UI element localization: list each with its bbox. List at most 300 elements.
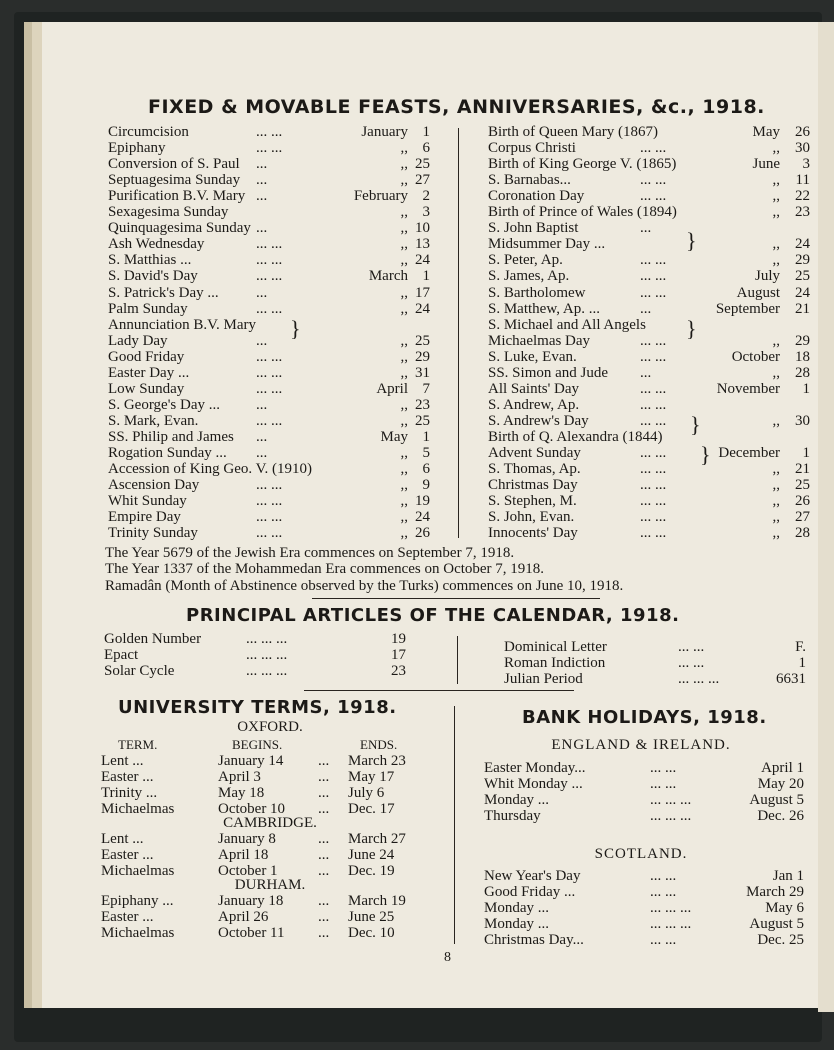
feast-month: ,, xyxy=(772,364,780,381)
bank-day-name: Easter Monday... xyxy=(484,760,586,776)
feast-day: 30 xyxy=(795,140,810,157)
term-ends: March 19 xyxy=(348,893,406,909)
feast-dots: ... ... xyxy=(256,252,283,269)
feast-day: 24 xyxy=(415,252,430,269)
feast-name: S. Stephen, M. xyxy=(488,493,577,510)
term-dots: ... xyxy=(318,753,330,769)
feast-name: Christmas Day xyxy=(488,477,578,494)
feast-name: Ascension Day xyxy=(108,477,200,494)
feast-month: ,, xyxy=(400,412,408,429)
feast-row xyxy=(0,220,834,236)
feast-dots: ... xyxy=(256,220,268,237)
feast-month: ,, xyxy=(400,364,408,381)
term-ends: June 24 xyxy=(348,847,395,863)
feast-dots: ... ... xyxy=(256,268,283,285)
feast-day: 27 xyxy=(795,509,810,526)
feast-dots: ... ... xyxy=(256,525,283,542)
feast-name: S. John, Evan. xyxy=(488,509,575,526)
feast-name: S. Thomas, Ap. xyxy=(488,461,581,478)
feast-month: February xyxy=(353,188,408,205)
feast-month: ,, xyxy=(772,412,780,429)
feast-row xyxy=(0,204,834,220)
feast-dots: ... ... xyxy=(256,509,283,526)
feast-row xyxy=(0,381,834,397)
feast-month: March xyxy=(368,268,408,285)
feast-day: 25 xyxy=(415,412,430,429)
feast-row xyxy=(0,413,834,429)
principal-name: Roman Indiction xyxy=(504,655,606,671)
principal-name: Epact xyxy=(104,647,139,663)
term-name: Epiphany ... xyxy=(101,893,174,909)
feast-name: Palm Sunday xyxy=(108,300,188,317)
feast-name: Birth of Prince of Wales (1894) xyxy=(488,204,677,221)
principal-name: Solar Cycle xyxy=(104,663,175,679)
feast-name: S. David's Day xyxy=(108,268,198,285)
brace-mark: } xyxy=(686,316,697,341)
term-dots: ... xyxy=(318,893,330,909)
feast-name: Rogation Sunday ... xyxy=(108,445,227,461)
feast-dots: ... xyxy=(256,284,268,301)
term-name: Lent ... xyxy=(101,753,144,769)
feast-name: S. Andrew's Day xyxy=(488,412,589,429)
bank-day-dots: ... ... ... xyxy=(650,916,692,932)
feast-name: S. Andrew, Ap. xyxy=(488,396,580,413)
feast-month: ,, xyxy=(400,396,408,413)
feast-row xyxy=(0,301,834,317)
feast-dots: ... xyxy=(256,156,268,173)
term-begins: October 11 xyxy=(218,925,285,941)
feast-month: ,, xyxy=(400,140,408,157)
feast-dots: ... ... xyxy=(640,445,667,461)
feast-dots: ... ... xyxy=(640,461,667,478)
feast-dots: ... ... xyxy=(640,412,667,429)
term-ends: June 25 xyxy=(348,909,395,925)
feast-name: Circumcision xyxy=(108,124,189,140)
feast-name: S. George's Day ... xyxy=(108,396,220,413)
feast-name: S. Bartholomew xyxy=(488,284,586,301)
feast-dots: ... ... xyxy=(640,348,667,365)
feast-day: 24 xyxy=(415,509,430,526)
bank-day-dots: ... ... ... xyxy=(650,792,692,808)
feast-row xyxy=(0,156,834,172)
feast-dots: ... ... xyxy=(256,236,283,253)
bank-row xyxy=(0,776,834,792)
feast-month: ,, xyxy=(400,156,408,173)
section-rule-1 xyxy=(312,598,600,599)
feast-month: July xyxy=(754,268,780,285)
principal-row xyxy=(0,671,834,687)
feast-dots: ... xyxy=(640,300,652,317)
feast-month: ,, xyxy=(400,509,408,526)
feast-name: Empire Day xyxy=(108,509,181,526)
feast-month: ,, xyxy=(400,284,408,301)
principal-title: PRINCIPAL ARTICLES OF THE CALENDAR, 1918. xyxy=(186,605,680,626)
term-begins: October 1 xyxy=(218,863,278,879)
bank-day-dots: ... ... xyxy=(650,868,677,884)
feast-name: Good Friday xyxy=(108,348,185,365)
principal-name: Julian Period xyxy=(504,671,583,687)
feast-name: Trinity Sunday xyxy=(108,525,198,542)
bank-row xyxy=(0,868,834,884)
feast-name: S. Mark, Evan. xyxy=(108,412,199,429)
brace-mark: } xyxy=(690,412,701,437)
feast-name: Septuagesima Sunday xyxy=(108,172,241,189)
feast-month: ,, xyxy=(772,525,780,542)
feast-name: S. Michael and All Angels xyxy=(488,316,646,333)
feast-name: Corpus Christi xyxy=(488,140,576,157)
feast-day: 10 xyxy=(415,220,430,237)
feast-day: 7 xyxy=(422,380,430,397)
feast-day: 19 xyxy=(415,493,430,510)
feast-day: 18 xyxy=(795,348,810,365)
section-rule-2 xyxy=(304,690,574,691)
brace-mark: } xyxy=(686,228,697,253)
feast-dots: ... ... xyxy=(640,332,667,349)
bank-day-date: August 5 xyxy=(749,916,804,932)
feast-day: 24 xyxy=(795,236,810,253)
feast-row xyxy=(0,509,834,525)
feast-dots: ... xyxy=(256,396,268,413)
bank-day-name: Monday ... xyxy=(484,900,549,916)
bank-row xyxy=(0,916,834,932)
feast-day: 21 xyxy=(795,461,810,478)
feast-day: 27 xyxy=(415,172,430,189)
feast-dots: ... ... xyxy=(256,124,283,140)
bank-day-date: May 6 xyxy=(765,900,804,916)
feast-dots: ... ... xyxy=(256,140,283,157)
feast-month: January xyxy=(361,124,408,140)
feast-day: 11 xyxy=(795,172,810,189)
bank-day-date: May 20 xyxy=(757,776,804,792)
feast-dots: ... ... xyxy=(256,493,283,510)
term-begins: April 26 xyxy=(218,909,269,925)
feast-name: Birth of Queen Mary (1867) xyxy=(488,124,658,140)
feast-dots: ... xyxy=(256,188,268,205)
university-name: CAMBRIDGE. xyxy=(223,815,317,831)
feast-month: ,, xyxy=(772,477,780,494)
term-begins: October 10 xyxy=(218,801,286,817)
feast-dots: ... ... xyxy=(256,380,283,397)
feast-dots: ... ... xyxy=(640,268,667,285)
feast-month: November xyxy=(716,380,780,397)
university-name: OXFORD. xyxy=(237,719,303,735)
feast-month: ,, xyxy=(772,461,780,478)
brace-mark: } xyxy=(700,442,711,467)
page-number: 8 xyxy=(444,950,451,965)
feast-day: 21 xyxy=(795,300,810,317)
feast-name: Michaelmas Day xyxy=(488,332,591,349)
bank-day-date: August 5 xyxy=(749,792,804,808)
feast-day: 29 xyxy=(795,332,810,349)
feast-month: ,, xyxy=(772,204,780,221)
feast-dots: ... ... xyxy=(256,412,283,429)
term-ends: May 17 xyxy=(348,769,395,785)
feast-month: May xyxy=(752,124,780,140)
feast-name: S. John Baptist xyxy=(488,220,579,237)
term-dots: ... xyxy=(318,831,330,847)
principal-dots: ... ... ... xyxy=(246,647,288,663)
principal-row xyxy=(0,639,834,655)
feast-dots: ... xyxy=(256,428,268,445)
bank-day-date: Jan 1 xyxy=(772,868,804,884)
bank-row xyxy=(0,760,834,776)
bank-region-name: ENGLAND & IRELAND. xyxy=(551,737,731,753)
feast-day: 6 xyxy=(422,461,430,478)
principal-name: Golden Number xyxy=(104,631,202,647)
feast-row xyxy=(0,172,834,188)
note-jewish-era: The Year 5679 of the Jewish Era commences on September 7, 1918. xyxy=(105,545,515,561)
principal-value: 17 xyxy=(391,647,406,663)
principal-dots: ... ... xyxy=(678,639,705,655)
bank-day-name: Thursday xyxy=(484,808,541,824)
feast-day: 23 xyxy=(415,396,430,413)
feast-dots: ... ... xyxy=(256,300,283,317)
feast-name: All Saints' Day xyxy=(488,380,580,397)
term-name: Michaelmas xyxy=(101,863,175,879)
feast-dots: ... ... xyxy=(640,380,667,397)
bank-day-dots: ... ... ... xyxy=(650,900,692,916)
feast-day: 31 xyxy=(415,364,430,381)
feast-month: ,, xyxy=(400,445,408,461)
feast-row xyxy=(0,252,834,268)
principal-dots: ... ... ... xyxy=(678,671,720,687)
term-begins: April 3 xyxy=(218,769,261,785)
feast-name: Conversion of S. Paul xyxy=(108,156,240,173)
ends-header: ENDS. xyxy=(360,737,398,752)
feast-row xyxy=(0,317,834,333)
university-title: UNIVERSITY TERMS, 1918. xyxy=(118,697,397,718)
term-header: TERM. xyxy=(118,737,158,752)
bank-day-name: Monday ... xyxy=(484,916,549,932)
feast-dots: ... ... xyxy=(640,140,667,157)
feast-month: ,, xyxy=(400,300,408,317)
term-ends: Dec. 19 xyxy=(348,863,395,879)
feast-month: ,, xyxy=(400,252,408,269)
term-row xyxy=(0,831,834,847)
feast-name: Lady Day xyxy=(108,332,168,349)
feast-day: 28 xyxy=(795,364,810,381)
brace-mark: } xyxy=(290,316,301,341)
feast-month: ,, xyxy=(772,509,780,526)
feast-row xyxy=(0,365,834,381)
feast-name: SS. Philip and James xyxy=(108,428,234,445)
bank-day-date: April 1 xyxy=(761,760,804,776)
feast-day: 22 xyxy=(795,188,810,205)
feast-month: December xyxy=(718,445,780,461)
note-mohammedan-era: The Year 1337 of the Mohammedan Era commences on October 7, 1918. xyxy=(105,561,545,577)
principal-value: 6631 xyxy=(776,671,806,687)
feast-name: Ash Wednesday xyxy=(108,236,205,253)
feast-dots: ... xyxy=(256,445,268,461)
bank-row xyxy=(0,808,834,824)
feast-dots: ... ... xyxy=(640,477,667,494)
feast-month: ,, xyxy=(400,477,408,494)
feast-day: 1 xyxy=(422,428,430,445)
feast-month: ,, xyxy=(772,493,780,510)
feast-month: ,, xyxy=(400,332,408,349)
feast-row xyxy=(0,333,834,349)
feast-day: 13 xyxy=(415,236,430,253)
feast-name: S. Matthias ... xyxy=(108,252,192,269)
feast-month: May xyxy=(380,428,408,445)
feast-row xyxy=(0,140,834,156)
term-ends: March 27 xyxy=(348,831,406,847)
feast-day: 28 xyxy=(795,525,810,542)
feast-month: ,, xyxy=(772,252,780,269)
term-ends: July 6 xyxy=(348,785,385,801)
feast-month: ,, xyxy=(400,236,408,253)
feast-name: S. Peter, Ap. xyxy=(488,252,563,269)
feast-dots: ... ... xyxy=(640,493,667,510)
principal-dots: ... ... ... xyxy=(246,631,288,647)
feast-row xyxy=(0,268,834,284)
feast-dots: ... xyxy=(256,332,268,349)
term-name: Lent ... xyxy=(101,831,144,847)
feast-row xyxy=(0,493,834,509)
feast-day: 1 xyxy=(422,124,430,140)
feast-name: Annunciation B.V. Mary xyxy=(108,316,257,333)
feast-name: S. Luke, Evan. xyxy=(488,348,577,365)
feast-dots: ... ... xyxy=(640,252,667,269)
feast-month: April xyxy=(376,380,408,397)
feast-month: ,, xyxy=(772,188,780,205)
feast-dots: ... ... xyxy=(640,188,667,205)
feast-name: Coronation Day xyxy=(488,188,585,205)
bank-day-date: March 29 xyxy=(746,884,804,900)
term-begins: January 14 xyxy=(218,753,284,769)
feast-dots: ... ... xyxy=(640,509,667,526)
feast-name: S. Patrick's Day ... xyxy=(108,284,219,301)
bank-row xyxy=(0,900,834,916)
term-begins: May 18 xyxy=(218,785,265,801)
bank-day-name: Good Friday ... xyxy=(484,884,576,900)
feast-day: 26 xyxy=(795,493,810,510)
term-begins: April 18 xyxy=(218,847,269,863)
term-name: Easter ... xyxy=(101,847,154,863)
feast-day: 26 xyxy=(795,124,810,140)
feast-name: S. Barnabas... xyxy=(488,172,571,189)
term-name: Easter ... xyxy=(101,769,154,785)
feast-name: Birth of King George V. (1865) xyxy=(488,156,677,173)
bank-row xyxy=(0,792,834,808)
feast-month: ,, xyxy=(400,172,408,189)
feast-name: Whit Sunday xyxy=(108,493,187,510)
feast-row xyxy=(0,349,834,365)
term-dots: ... xyxy=(318,909,330,925)
feast-name: Accession of King Geo. V. (1910) xyxy=(108,461,313,478)
feast-row xyxy=(0,397,834,413)
bank-row xyxy=(0,932,834,948)
feast-day: 29 xyxy=(415,348,430,365)
feast-dots: ... xyxy=(256,172,268,189)
bank-day-name: Whit Monday ... xyxy=(484,776,583,792)
bank-title: BANK HOLIDAYS, 1918. xyxy=(522,707,767,728)
feast-name: Sexagesima Sunday xyxy=(108,204,229,221)
feast-name: Innocents' Day xyxy=(488,525,578,542)
term-name: Trinity ... xyxy=(101,785,158,801)
term-dots: ... xyxy=(318,785,330,801)
feast-row xyxy=(0,124,834,140)
principal-value: F. xyxy=(795,639,806,655)
feast-dots: ... ... xyxy=(640,172,667,189)
feast-dots: ... ... xyxy=(256,477,283,494)
feast-name: Quinquagesima Sunday xyxy=(108,220,251,237)
bank-day-dots: ... ... xyxy=(650,776,677,792)
term-name: Easter ... xyxy=(101,909,154,925)
term-ends: Dec. 10 xyxy=(348,925,395,941)
feast-month: October xyxy=(731,348,780,365)
feast-dots: ... ... xyxy=(640,284,667,301)
feast-day: 3 xyxy=(802,156,810,173)
feast-month: ,, xyxy=(400,220,408,237)
feast-day: 17 xyxy=(415,284,430,301)
feast-month: ,, xyxy=(772,140,780,157)
feasts-title: FIXED & MOVABLE FEASTS, ANNIVERSARIES, &c., 1918. xyxy=(148,96,765,118)
bank-region-name: SCOTLAND. xyxy=(594,846,688,862)
term-ends: Dec. 17 xyxy=(348,801,395,817)
feast-day: 1 xyxy=(802,445,810,461)
feast-month: ,, xyxy=(400,461,408,478)
feast-day: 1 xyxy=(422,268,430,285)
feast-day: 2 xyxy=(422,188,430,205)
feast-month: ,, xyxy=(772,172,780,189)
term-dots: ... xyxy=(318,801,330,817)
feast-day: 25 xyxy=(415,332,430,349)
feast-month: June xyxy=(752,156,780,173)
feast-day: 30 xyxy=(795,412,810,429)
feast-month: ,, xyxy=(772,236,780,253)
feast-month: ,, xyxy=(772,332,780,349)
feast-dots: ... ... xyxy=(640,525,667,542)
note-ramadan: Ramadân (Month of Abstinence observed by the Turks) commences on June 10, 1918. xyxy=(105,578,624,594)
feast-row xyxy=(0,525,834,541)
feast-dots: ... ... xyxy=(256,364,283,381)
university-name: DURHAM. xyxy=(234,877,306,893)
principal-value: 23 xyxy=(391,663,406,679)
feast-month: ,, xyxy=(400,204,408,221)
feast-name: Advent Sunday xyxy=(488,445,581,461)
term-dots: ... xyxy=(318,863,330,879)
feast-day: 24 xyxy=(415,300,430,317)
feast-row xyxy=(0,285,834,301)
feast-day: 25 xyxy=(415,156,430,173)
feast-month: ,, xyxy=(400,525,408,542)
begins-header: BEGINS. xyxy=(232,737,283,752)
bank-day-dots: ... ... xyxy=(650,760,677,776)
feast-day: 1 xyxy=(802,380,810,397)
principal-row xyxy=(0,655,834,671)
feast-name: Low Sunday xyxy=(108,380,185,397)
term-begins: January 18 xyxy=(218,893,284,909)
feast-day: 9 xyxy=(422,477,430,494)
bank-day-name: Christmas Day... xyxy=(484,932,584,948)
term-ends: March 23 xyxy=(348,753,406,769)
principal-value: 1 xyxy=(798,655,806,671)
principal-dots: ... ... xyxy=(678,655,705,671)
feast-day: 25 xyxy=(795,268,810,285)
feast-day: 23 xyxy=(795,204,810,221)
feast-day: 26 xyxy=(415,525,430,542)
term-begins: January 8 xyxy=(218,831,276,847)
bank-day-dots: ... ... xyxy=(650,884,677,900)
term-name: Michaelmas xyxy=(101,925,175,941)
feast-day: 25 xyxy=(795,477,810,494)
feast-row xyxy=(0,188,834,204)
feast-day: 5 xyxy=(422,445,430,461)
term-name: Michaelmas xyxy=(101,801,175,817)
principal-name: Dominical Letter xyxy=(504,639,607,655)
feast-month: August xyxy=(736,284,780,301)
